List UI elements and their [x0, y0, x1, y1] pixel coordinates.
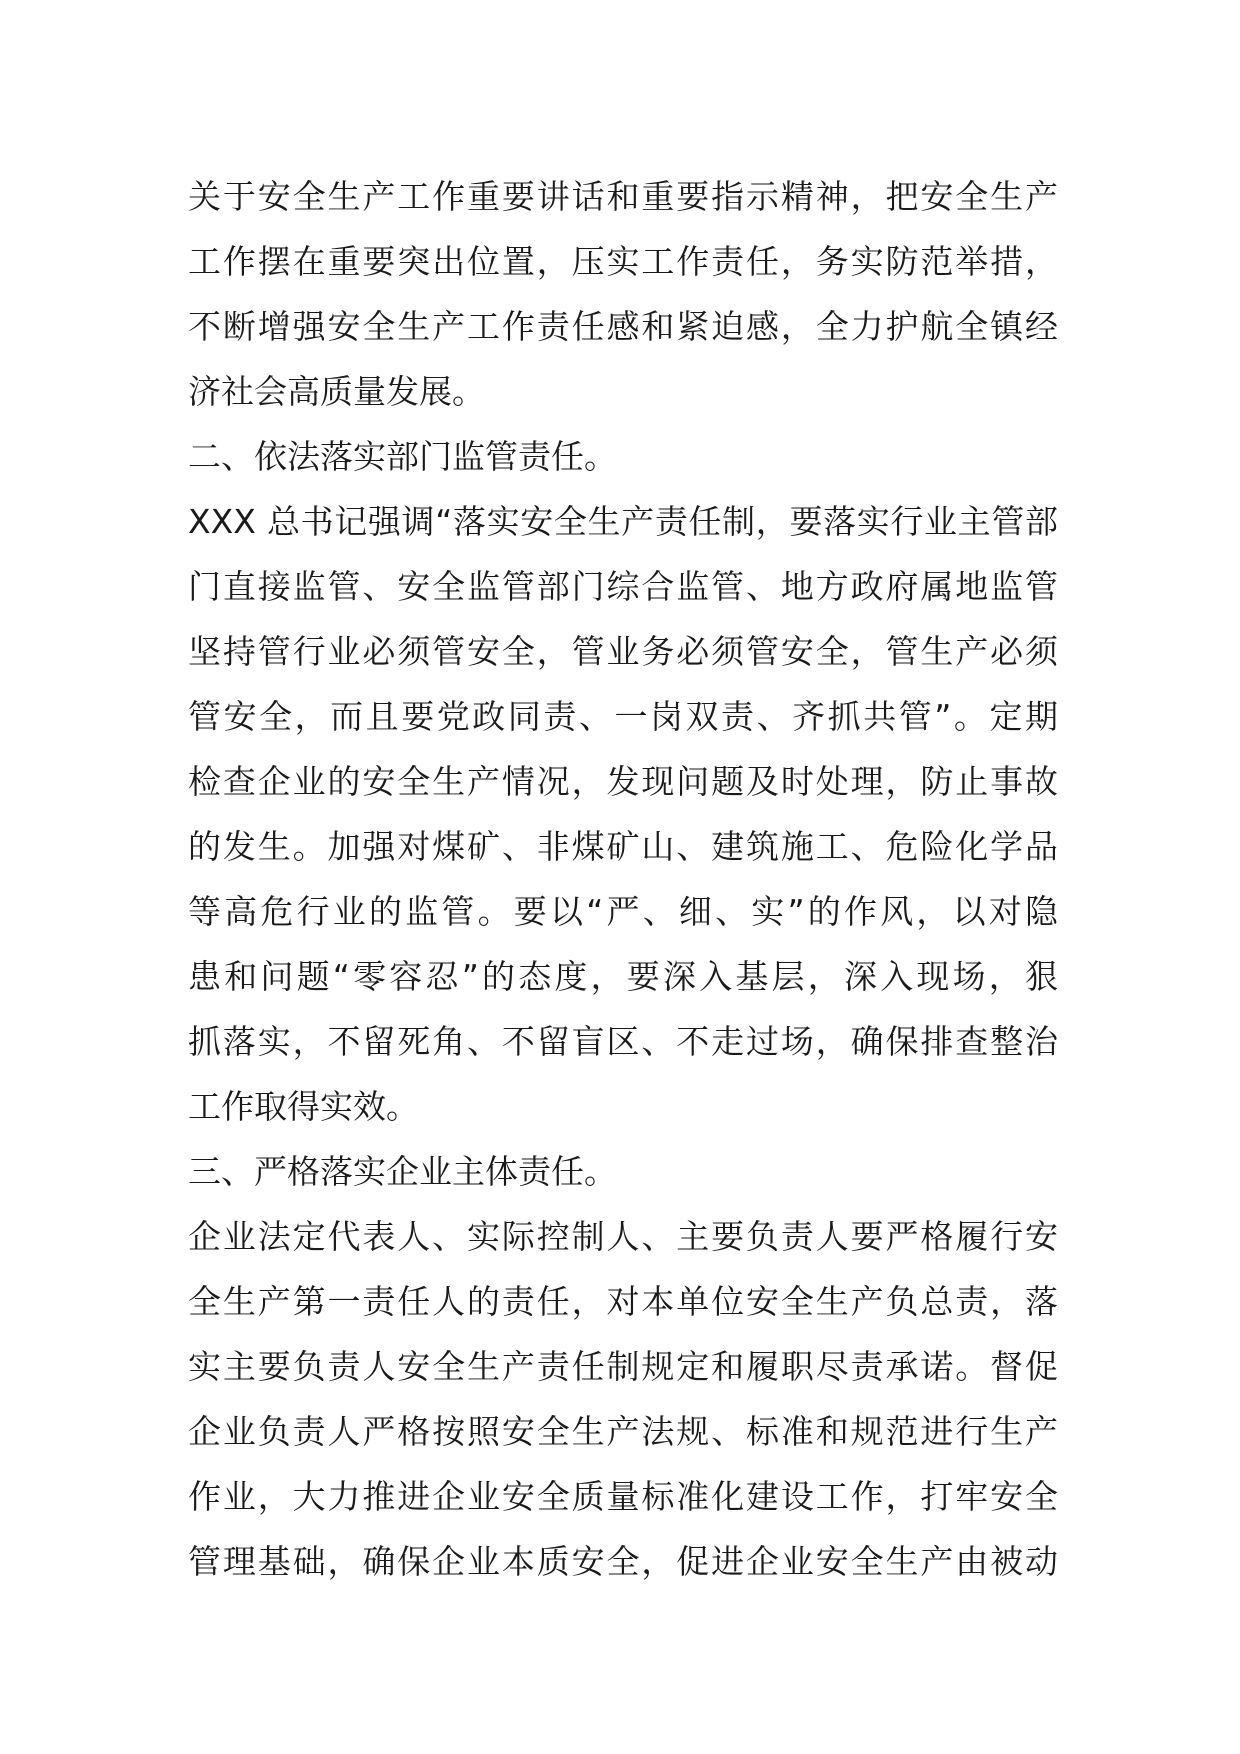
paragraph-line: 抓落实，不留死角、不留盲区、不走过场，确保排查整治	[188, 1022, 1058, 1061]
section-heading: 三、严格落实企业主体责任。	[188, 1152, 617, 1191]
paragraph-line: 管理基础，确保企业本质安全，促进企业安全生产由被动	[188, 1542, 1058, 1581]
paragraph-line: 管安全，而且要党政同责、一岗双责、齐抓共管”。定期	[188, 697, 1058, 736]
paragraph-line: 不断增强安全生产工作责任感和紧迫感，全力护航全镇经	[188, 307, 1058, 346]
document-body	[188, 164, 1058, 1594]
paragraph-line: 患和问题“零容忍”的态度，要深入基层，深入现场，狠	[188, 957, 1058, 996]
paragraph-line: 坚持管行业必须管安全，管业务必须管安全，管生产必须	[188, 632, 1058, 671]
paragraph-line: 企业法定代表人、实际控制人、主要负责人要严格履行安	[188, 1217, 1058, 1256]
paragraph-line: 工作取得实效。	[188, 1087, 419, 1126]
paragraph-line: 门直接监管、安全监管部门综合监管、地方政府属地监管	[188, 567, 1058, 606]
paragraph-line: 全生产第一责任人的责任，对本单位安全生产负总责，落	[188, 1282, 1058, 1321]
paragraph-line: 济社会高质量发展。	[188, 372, 485, 411]
paragraph-line: 企业负责人严格按照安全生产法规、标准和规范进行生产	[188, 1412, 1058, 1451]
paragraph-line: 等高危行业的监管。要以“严、细、实”的作风，以对隐	[188, 892, 1058, 931]
paragraph-line: XXX 总书记强调“落实安全生产责任制，要落实行业主管部	[188, 502, 1058, 541]
paragraph-line: 实主要负责人安全生产责任制规定和履职尽责承诺。督促	[188, 1347, 1058, 1386]
paragraph-line: 工作摆在重要突出位置，压实工作责任，务实防范举措，	[188, 242, 1058, 281]
paragraph-line: 关于安全生产工作重要讲话和重要指示精神，把安全生产	[188, 177, 1058, 216]
paragraph-line: 作业，大力推进企业安全质量标准化建设工作，打牢安全	[188, 1477, 1058, 1516]
section-heading: 二、依法落实部门监管责任。	[188, 437, 617, 476]
paragraph-line: 检查企业的安全生产情况，发现问题及时处理，防止事故	[188, 762, 1058, 801]
paragraph-line: 的发生。加强对煤矿、非煤矿山、建筑施工、危险化学品	[188, 827, 1058, 866]
